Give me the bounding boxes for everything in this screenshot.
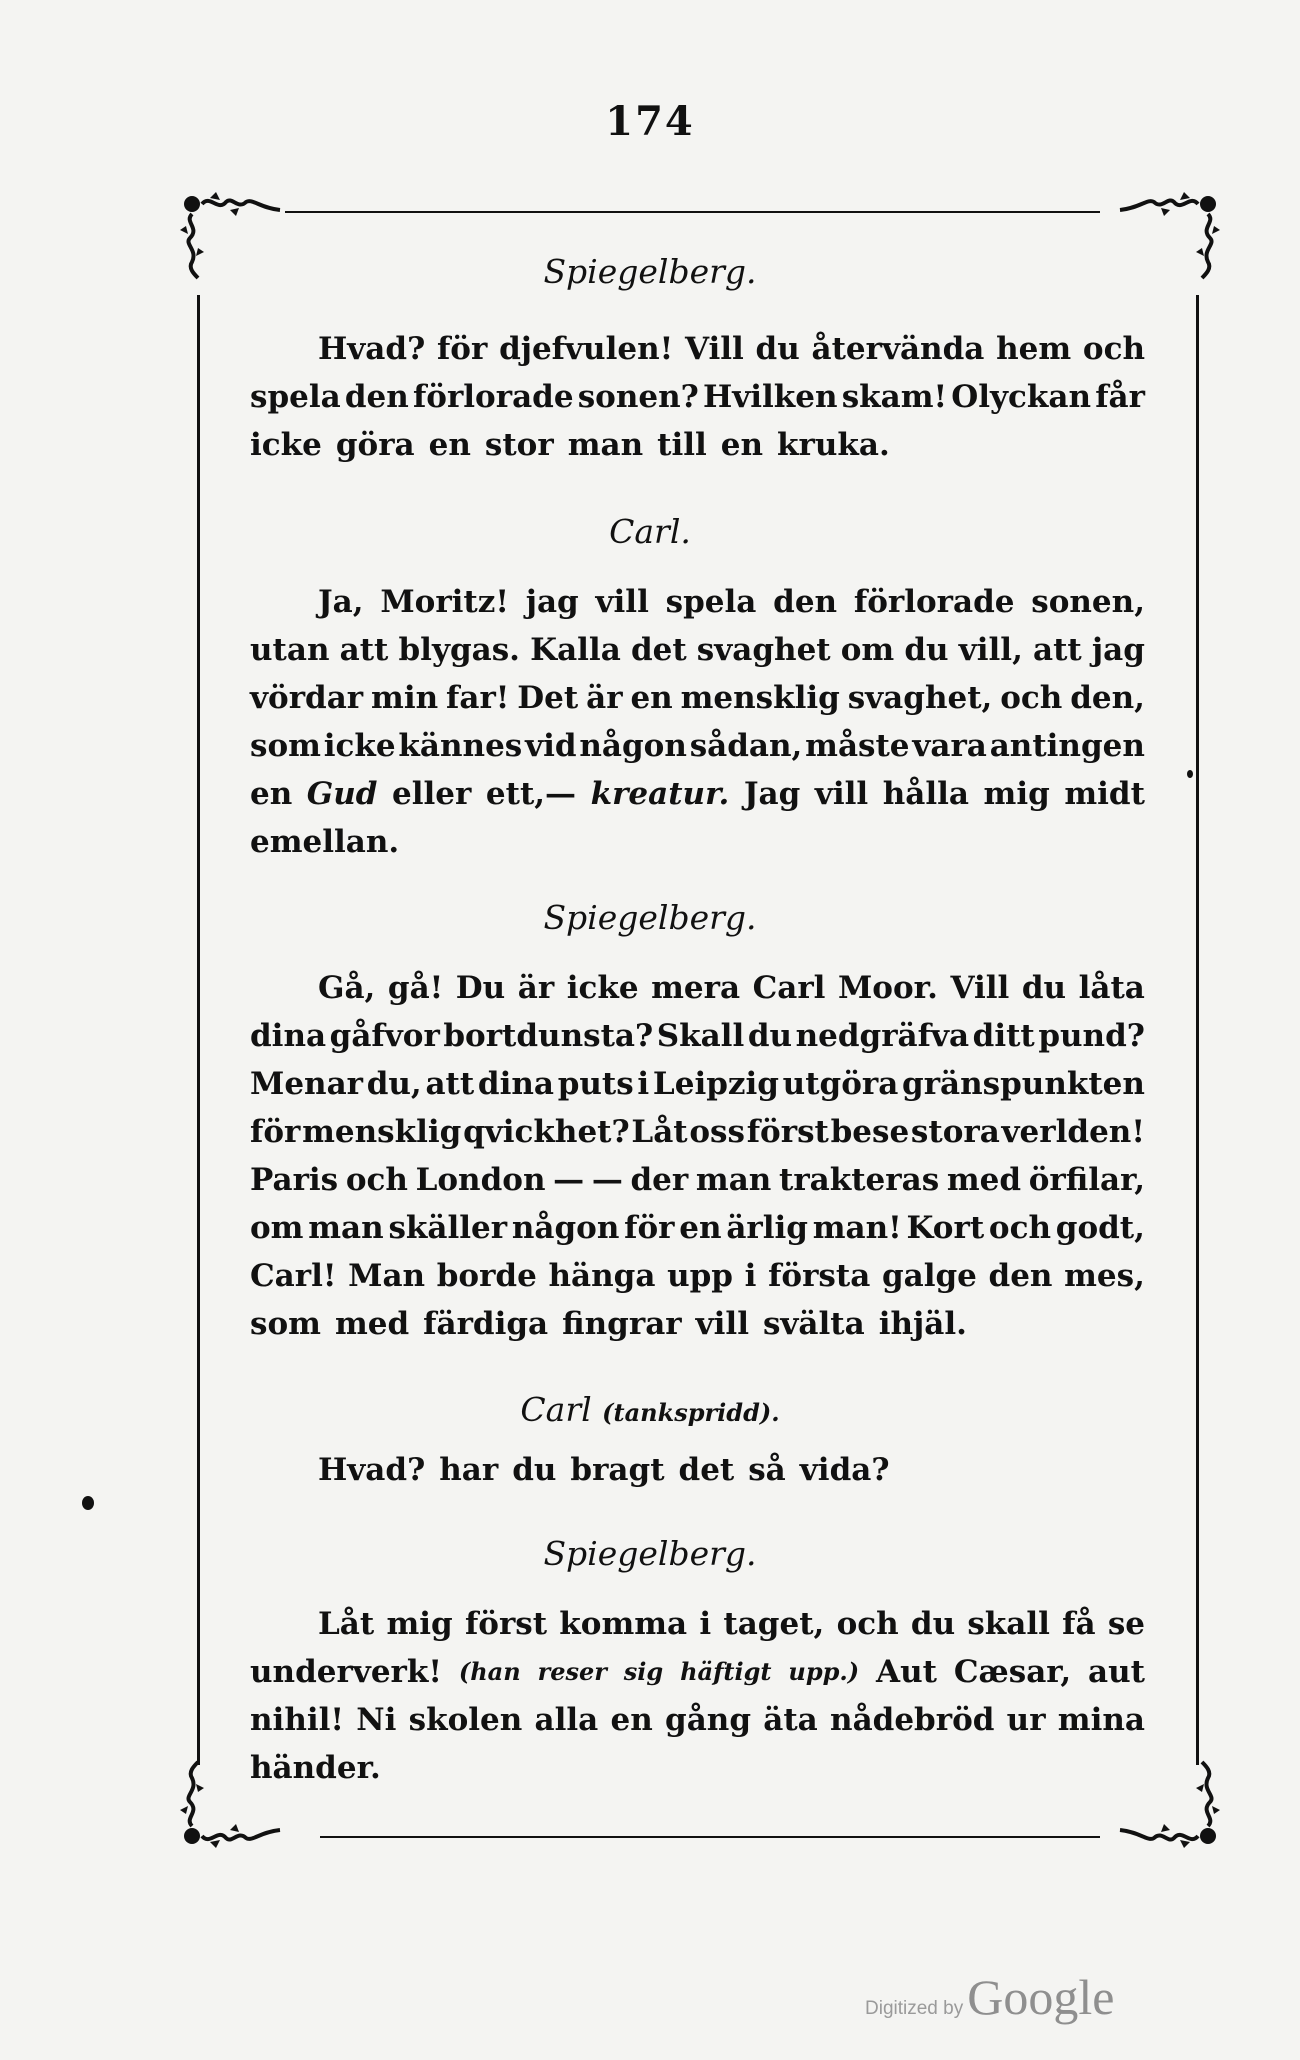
word: sonen? (577, 379, 699, 415)
word: bese (830, 1114, 910, 1150)
word: gå! (387, 970, 444, 1006)
word: puts (557, 1066, 634, 1102)
word: skall (967, 1606, 1050, 1642)
word: man (567, 427, 644, 463)
word: emellan. (250, 824, 400, 860)
word: vördar (250, 680, 364, 716)
word: godt, (1055, 1210, 1145, 1246)
word: Låt (631, 1114, 688, 1150)
word: spela (665, 584, 757, 620)
text-line (250, 1696, 1145, 1744)
word: händer. (250, 1750, 381, 1786)
word: för (436, 331, 488, 367)
word: qvickhet? (463, 1114, 630, 1150)
word: mina (1057, 1702, 1145, 1738)
word: djefvulen! (499, 331, 674, 367)
word: ärlig (726, 1210, 808, 1246)
text-line (250, 722, 1145, 770)
word: Det (517, 680, 579, 716)
word: dina (477, 1066, 554, 1102)
word: jag (525, 584, 579, 620)
watermark-prefix: Digitized by (865, 1998, 964, 2019)
word: kreatur. (590, 776, 730, 812)
word: Paris (250, 1162, 339, 1198)
word: man (308, 1210, 384, 1246)
word: med (334, 1306, 410, 1342)
word: vill (814, 776, 869, 812)
word: det (630, 632, 687, 668)
word: den (988, 1258, 1053, 1294)
word: vid (525, 728, 577, 764)
word: låta (1078, 970, 1145, 1006)
word: göra (335, 427, 415, 463)
word: midt (1064, 776, 1145, 812)
text-line (250, 578, 1145, 626)
word: och (836, 1606, 899, 1642)
text-line (250, 325, 1145, 373)
word: ditt (972, 1018, 1035, 1054)
text-line (250, 1600, 1145, 1648)
word: sonen, (1031, 584, 1145, 620)
frame-top-rule (285, 211, 1100, 213)
word: vill, (958, 632, 1023, 668)
word: Gå, (318, 970, 376, 1006)
word: du (755, 331, 800, 367)
word: Hvad? (318, 1452, 426, 1488)
speaker-heading: Carl. (609, 512, 691, 551)
word: reser (537, 1657, 607, 1686)
text-line (250, 1156, 1145, 1204)
word: Olyckan (951, 379, 1092, 415)
word: vill (595, 584, 649, 620)
word: pund? (1038, 1018, 1145, 1054)
word: är (517, 970, 555, 1006)
word: Låt (318, 1606, 375, 1642)
word: utan (250, 632, 330, 668)
word: den (344, 379, 409, 415)
word: förlorade (853, 584, 1015, 620)
word: att (1033, 632, 1082, 668)
word: någon (511, 1210, 620, 1246)
word: en (679, 1210, 722, 1246)
text-line (250, 818, 1145, 866)
word: Leipzig (652, 1066, 779, 1102)
word: med (946, 1162, 1022, 1198)
page-number: 174 (605, 98, 695, 145)
text-line (250, 1648, 1145, 1696)
word: Hvilken (702, 379, 838, 415)
word: Gud (306, 776, 378, 812)
speaker-heading: Spiegelberg. (543, 252, 757, 291)
word: skam! (841, 379, 948, 415)
scan-speck (82, 1496, 94, 1510)
word: verlden! (1001, 1114, 1145, 1150)
word: vida? (799, 1452, 890, 1488)
word: Kalla (530, 632, 621, 668)
text-line (250, 1204, 1145, 1252)
text-line (250, 626, 1145, 674)
word: i (744, 1258, 757, 1294)
word: häftigt (680, 1657, 772, 1686)
word: der (630, 1162, 689, 1198)
word: Moor. (837, 970, 938, 1006)
word: bragt (570, 1452, 665, 1488)
word: svaghet, (847, 680, 993, 716)
word: dina (250, 1018, 327, 1054)
word: Carl (752, 970, 826, 1006)
word: stor (484, 427, 554, 463)
word: upp (667, 1258, 733, 1294)
word: först (746, 1114, 829, 1150)
word: nedgräfva (795, 1018, 970, 1054)
word: det (678, 1452, 735, 1488)
word: svaghet (696, 632, 831, 668)
word: en (630, 680, 673, 716)
word: icke (250, 427, 322, 463)
dialogue-paragraph (250, 964, 1145, 1348)
word: Moritz! (380, 584, 509, 620)
word: svälta (762, 1306, 865, 1342)
word: spela (250, 379, 341, 415)
word: och (1000, 680, 1063, 716)
word: taget, (723, 1606, 825, 1642)
word: vara (912, 728, 987, 764)
word: vill (695, 1306, 749, 1342)
speaker-heading: Spiegelberg. (543, 898, 757, 937)
word: och (1082, 331, 1145, 367)
word: komma (559, 1606, 688, 1642)
word: om (250, 1210, 304, 1246)
word: sig (623, 1657, 664, 1686)
word: måste (805, 728, 910, 764)
word: underverk! (250, 1654, 442, 1690)
word: nihil! (250, 1702, 345, 1738)
word: fingrar (562, 1306, 682, 1342)
word: Kort (906, 1210, 985, 1246)
scan-speck (1187, 770, 1193, 778)
word: första (768, 1258, 871, 1294)
word: man! (812, 1210, 902, 1246)
word: alla (534, 1702, 599, 1738)
word: Skall (656, 1018, 745, 1054)
word: oss (689, 1114, 745, 1150)
word: en (250, 776, 293, 812)
word: först (464, 1606, 548, 1642)
word: få (1062, 1606, 1096, 1642)
word: gåfvor (329, 1018, 440, 1054)
word: Ni (356, 1702, 397, 1738)
word: för (250, 1114, 301, 1150)
speaker-heading: Spiegelberg. (543, 1534, 757, 1573)
word: du (747, 1018, 793, 1054)
word: mensklig (680, 680, 840, 716)
word: Man (348, 1258, 426, 1294)
word: eller (392, 776, 472, 812)
word: en (720, 427, 764, 463)
word: du (910, 1606, 956, 1642)
word: den, (1070, 680, 1145, 716)
text-line (250, 373, 1145, 421)
word: nådebröd (830, 1702, 995, 1738)
watermark-brand: Google (967, 1969, 1115, 2025)
word: ihjäl. (878, 1306, 967, 1342)
text-line (250, 1108, 1145, 1156)
text-line (250, 1252, 1145, 1300)
word: så (748, 1452, 786, 1488)
frame-bottom-rule (320, 1836, 1100, 1838)
text-line (250, 674, 1145, 722)
word: har (439, 1452, 499, 1488)
word: örfilar, (1028, 1162, 1145, 1198)
word: och (345, 1162, 408, 1198)
word: Hvad? (318, 331, 426, 367)
word: mes, (1064, 1258, 1145, 1294)
word: om (840, 632, 895, 668)
word: ur (1006, 1702, 1046, 1738)
word: se (1107, 1606, 1145, 1642)
word: gång (665, 1702, 752, 1738)
word: mera (651, 970, 741, 1006)
word: kännes (398, 728, 523, 764)
word: du (512, 1452, 557, 1488)
word: aut (1088, 1654, 1145, 1690)
word: mig (386, 1606, 453, 1642)
word: far! (446, 680, 510, 716)
word: en (610, 1702, 653, 1738)
digitization-watermark (865, 1968, 1114, 2026)
word: trakteras (779, 1162, 940, 1198)
word: Du (455, 970, 506, 1006)
word: icke (323, 728, 396, 764)
word: — (553, 1162, 585, 1198)
word: — (591, 1162, 623, 1198)
word: i (699, 1606, 712, 1642)
word: blygas. (398, 632, 520, 668)
word: den (773, 584, 838, 620)
word: sådan, (689, 728, 803, 764)
text-line (250, 1060, 1145, 1108)
word: en (428, 427, 471, 463)
word: någon (579, 728, 687, 764)
word: utgöra (782, 1066, 899, 1102)
text-line (250, 1300, 1145, 1348)
word: skäller (388, 1210, 508, 1246)
word: som (250, 1306, 321, 1342)
word: du, (366, 1066, 422, 1102)
word: återvända (811, 331, 985, 367)
word: du (904, 632, 949, 668)
word: Vill (950, 970, 1010, 1006)
text-line (250, 421, 1145, 469)
word: och (988, 1210, 1051, 1246)
dialogue-paragraph (250, 325, 1145, 469)
word: till (657, 427, 707, 463)
word: icke (566, 970, 639, 1006)
word: borde (436, 1258, 537, 1294)
word: Jag (743, 776, 801, 812)
word: i (637, 1066, 650, 1102)
word: du (1021, 970, 1067, 1006)
speaker-name: Carl (520, 1390, 592, 1429)
word: hålla (882, 776, 969, 812)
word: mig (983, 776, 1050, 812)
word: upp.) (788, 1657, 860, 1686)
word: stora (910, 1114, 1000, 1150)
word: är (586, 680, 623, 716)
word: min (371, 680, 439, 716)
word: London (415, 1162, 546, 1198)
word: Cæsar, (953, 1654, 1072, 1690)
word: Menar (250, 1066, 363, 1102)
word: Vill (684, 331, 744, 367)
text-line (250, 1744, 1145, 1792)
word: äta (763, 1702, 818, 1738)
word: skolen (408, 1702, 523, 1738)
word: Carl! (250, 1258, 337, 1294)
stage-direction: (tankspridd). (602, 1398, 780, 1427)
word: mensklig (302, 1114, 462, 1150)
word: antingen (989, 728, 1145, 764)
word: får (1095, 379, 1145, 415)
word: hänga (548, 1258, 656, 1294)
text-line (250, 964, 1145, 1012)
dialogue-paragraph (250, 578, 1145, 866)
word: man (695, 1162, 772, 1198)
text-line (250, 1012, 1145, 1060)
word: kruka. (777, 427, 890, 463)
speaker-heading (0, 1390, 1300, 1429)
dialogue-paragraph (250, 1600, 1145, 1792)
word: för (624, 1210, 675, 1246)
word: att (339, 632, 389, 668)
dialogue-paragraph (250, 1446, 1145, 1494)
word: (han (458, 1657, 521, 1686)
word: färdiga (423, 1306, 549, 1342)
word: jag (1091, 632, 1145, 668)
text-line (250, 770, 1145, 818)
word: Aut (876, 1654, 937, 1690)
text-line (250, 1446, 1145, 1494)
word: som (250, 728, 321, 764)
word: förlorade (412, 379, 574, 415)
word: att (425, 1066, 475, 1102)
word: bortdunsta? (443, 1018, 654, 1054)
word: hem (996, 331, 1072, 367)
word: Ja, (318, 584, 364, 620)
word: ett,— (485, 776, 577, 812)
word: gränspunkten (902, 1066, 1145, 1102)
word: galge (881, 1258, 977, 1294)
